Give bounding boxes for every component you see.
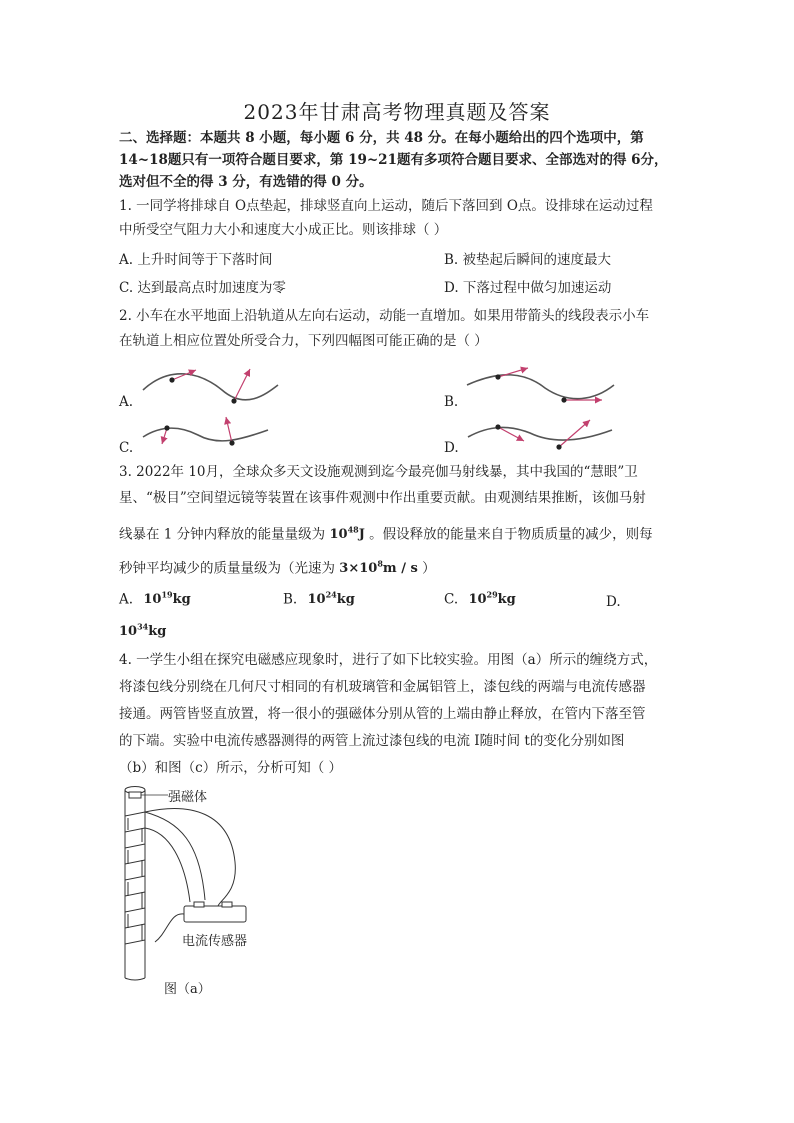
section-line-1: 二、选择题：本题共 8 小题，每小题 6 分，共 48 分。在每小题给出的四个选项中，第 bbox=[119, 130, 644, 146]
q1-option-d: D. 下落过程中做匀加速运动 bbox=[444, 280, 612, 296]
car-a2 bbox=[231, 398, 236, 403]
q3-line-4 bbox=[119, 554, 436, 579]
q2-figure-c bbox=[143, 417, 268, 446]
track-c bbox=[143, 428, 268, 441]
coil bbox=[125, 809, 235, 944]
force-arrow-c2 bbox=[226, 417, 232, 443]
light-speed-value: $3\times 10^8m / s$ bbox=[339, 559, 418, 577]
q4-line-1: 4. 一学生小组在探究电磁感应现象时，进行了如下比较实验。用图（a）所示的缠绕方式， bbox=[119, 652, 658, 668]
q2-label-c: C. bbox=[119, 440, 134, 456]
track-b bbox=[467, 375, 614, 399]
page-title: 2023年甘肃高考物理真题及答案 bbox=[243, 100, 551, 124]
q3-line-4-pre: 秒钟平均减少的质量量级为（光速为 bbox=[119, 560, 335, 577]
car-c1 bbox=[164, 425, 169, 430]
energy-value: $10^{48}J$ bbox=[329, 525, 365, 543]
q2-label-a: A. bbox=[119, 394, 134, 410]
q2-line-1: 2. 小车在水平地面上沿轨道从左向右运动，动能一直增加。如果用带箭头的线段表示小车 bbox=[119, 308, 650, 324]
track-d bbox=[468, 427, 612, 440]
car-c2 bbox=[229, 440, 234, 445]
section-line-3: 选对但不全的得 3 分，有选错的得 0 分。 bbox=[119, 174, 373, 190]
q3-line-3 bbox=[119, 520, 653, 545]
force-arrow-a2 bbox=[234, 369, 250, 401]
magnet-label: 强磁体 bbox=[168, 790, 208, 805]
q2-figure-b bbox=[467, 368, 614, 403]
q2-label-b: B. bbox=[444, 394, 459, 410]
q3-option-d-value: $10^{34}kg$ bbox=[119, 622, 167, 640]
q1-option-b: B. 被垫起后瞬间的速度最大 bbox=[444, 252, 612, 268]
q1-option-c: C. 达到最高点时加速度为零 bbox=[119, 280, 286, 296]
q3-option-d-label: D. bbox=[606, 594, 621, 610]
q4-line-2: 将漆包线分别绕在几何尺寸相同的有机玻璃管和金属铝管上，漆包线的两端与电流传感器 bbox=[119, 679, 646, 695]
q4-line-5: （b）和图（c）所示，分析可知（ ） bbox=[119, 760, 342, 776]
sensor-label: 电流传感器 bbox=[182, 934, 248, 949]
car-b1 bbox=[495, 374, 500, 379]
car-b2 bbox=[561, 397, 566, 402]
q2-figure-d bbox=[468, 420, 612, 450]
figure-a-caption: 图（a） bbox=[164, 982, 211, 997]
track-a bbox=[143, 374, 278, 400]
car-d1 bbox=[495, 424, 500, 429]
q3-line-4-post: ） bbox=[422, 560, 436, 577]
q4-line-4: 的下端。实验中电流传感器测得的两管上流过漆包线的电流 I随时间 t的变化分别如图 bbox=[119, 733, 625, 749]
q3-option-b: B. $10^{24}kg$ bbox=[283, 590, 355, 608]
q4-figure-a bbox=[110, 782, 310, 1002]
q3-line-3-pre: 线暴在 1 分钟内释放的能量量级为 bbox=[119, 526, 326, 543]
q2-line-2: 在轨道上相应位置处所受合力，下列四幅图可能正确的是（ ） bbox=[119, 333, 488, 349]
magnet bbox=[129, 792, 141, 798]
q3-option-c: C. $10^{29}kg$ bbox=[444, 590, 516, 608]
q1-option-a: A. 上升时间等于下落时间 bbox=[119, 252, 273, 268]
car-a1 bbox=[169, 377, 174, 382]
force-arrow-d2 bbox=[559, 420, 590, 447]
q2-label-d: D. bbox=[444, 440, 459, 456]
q2-figure-a bbox=[143, 369, 278, 404]
q4-line-3: 接通。两管皆竖直放置，将一很小的强磁体分别从管的上端由静止释放，在管内下落至管 bbox=[119, 706, 646, 722]
q1-line-1: 1. 一同学将排球自 O点垫起，排球竖直向上运动，随后下落回到 O点。设排球在运动过程 bbox=[119, 198, 653, 214]
q3-line-1: 3. 2022年 10月，全球众多天文设施观测到迄今最亮伽马射线暴，其中我国的“慧眼”卫 bbox=[119, 464, 638, 480]
q3-line-3-post: 。假设释放的能量来自于物质质量的减少，则每 bbox=[369, 526, 653, 543]
section-line-2: 14~18题只有一项符合题目要求，第 19~21题有多项符合题目要求、全部选对的得 6分， bbox=[119, 152, 668, 168]
q2-figures bbox=[0, 0, 794, 470]
q1-line-2: 中所受空气阻力大小和速度大小成正比。则该排球（ ） bbox=[119, 222, 448, 238]
q3-line-2: 星、“极目”空间望远镜等装置在该事件观测中作出重要贡献。由观测结果推断，该伽马射 bbox=[119, 490, 646, 506]
car-d2 bbox=[556, 444, 561, 449]
q3-option-a: A. $10^{19}kg$ bbox=[119, 590, 191, 608]
